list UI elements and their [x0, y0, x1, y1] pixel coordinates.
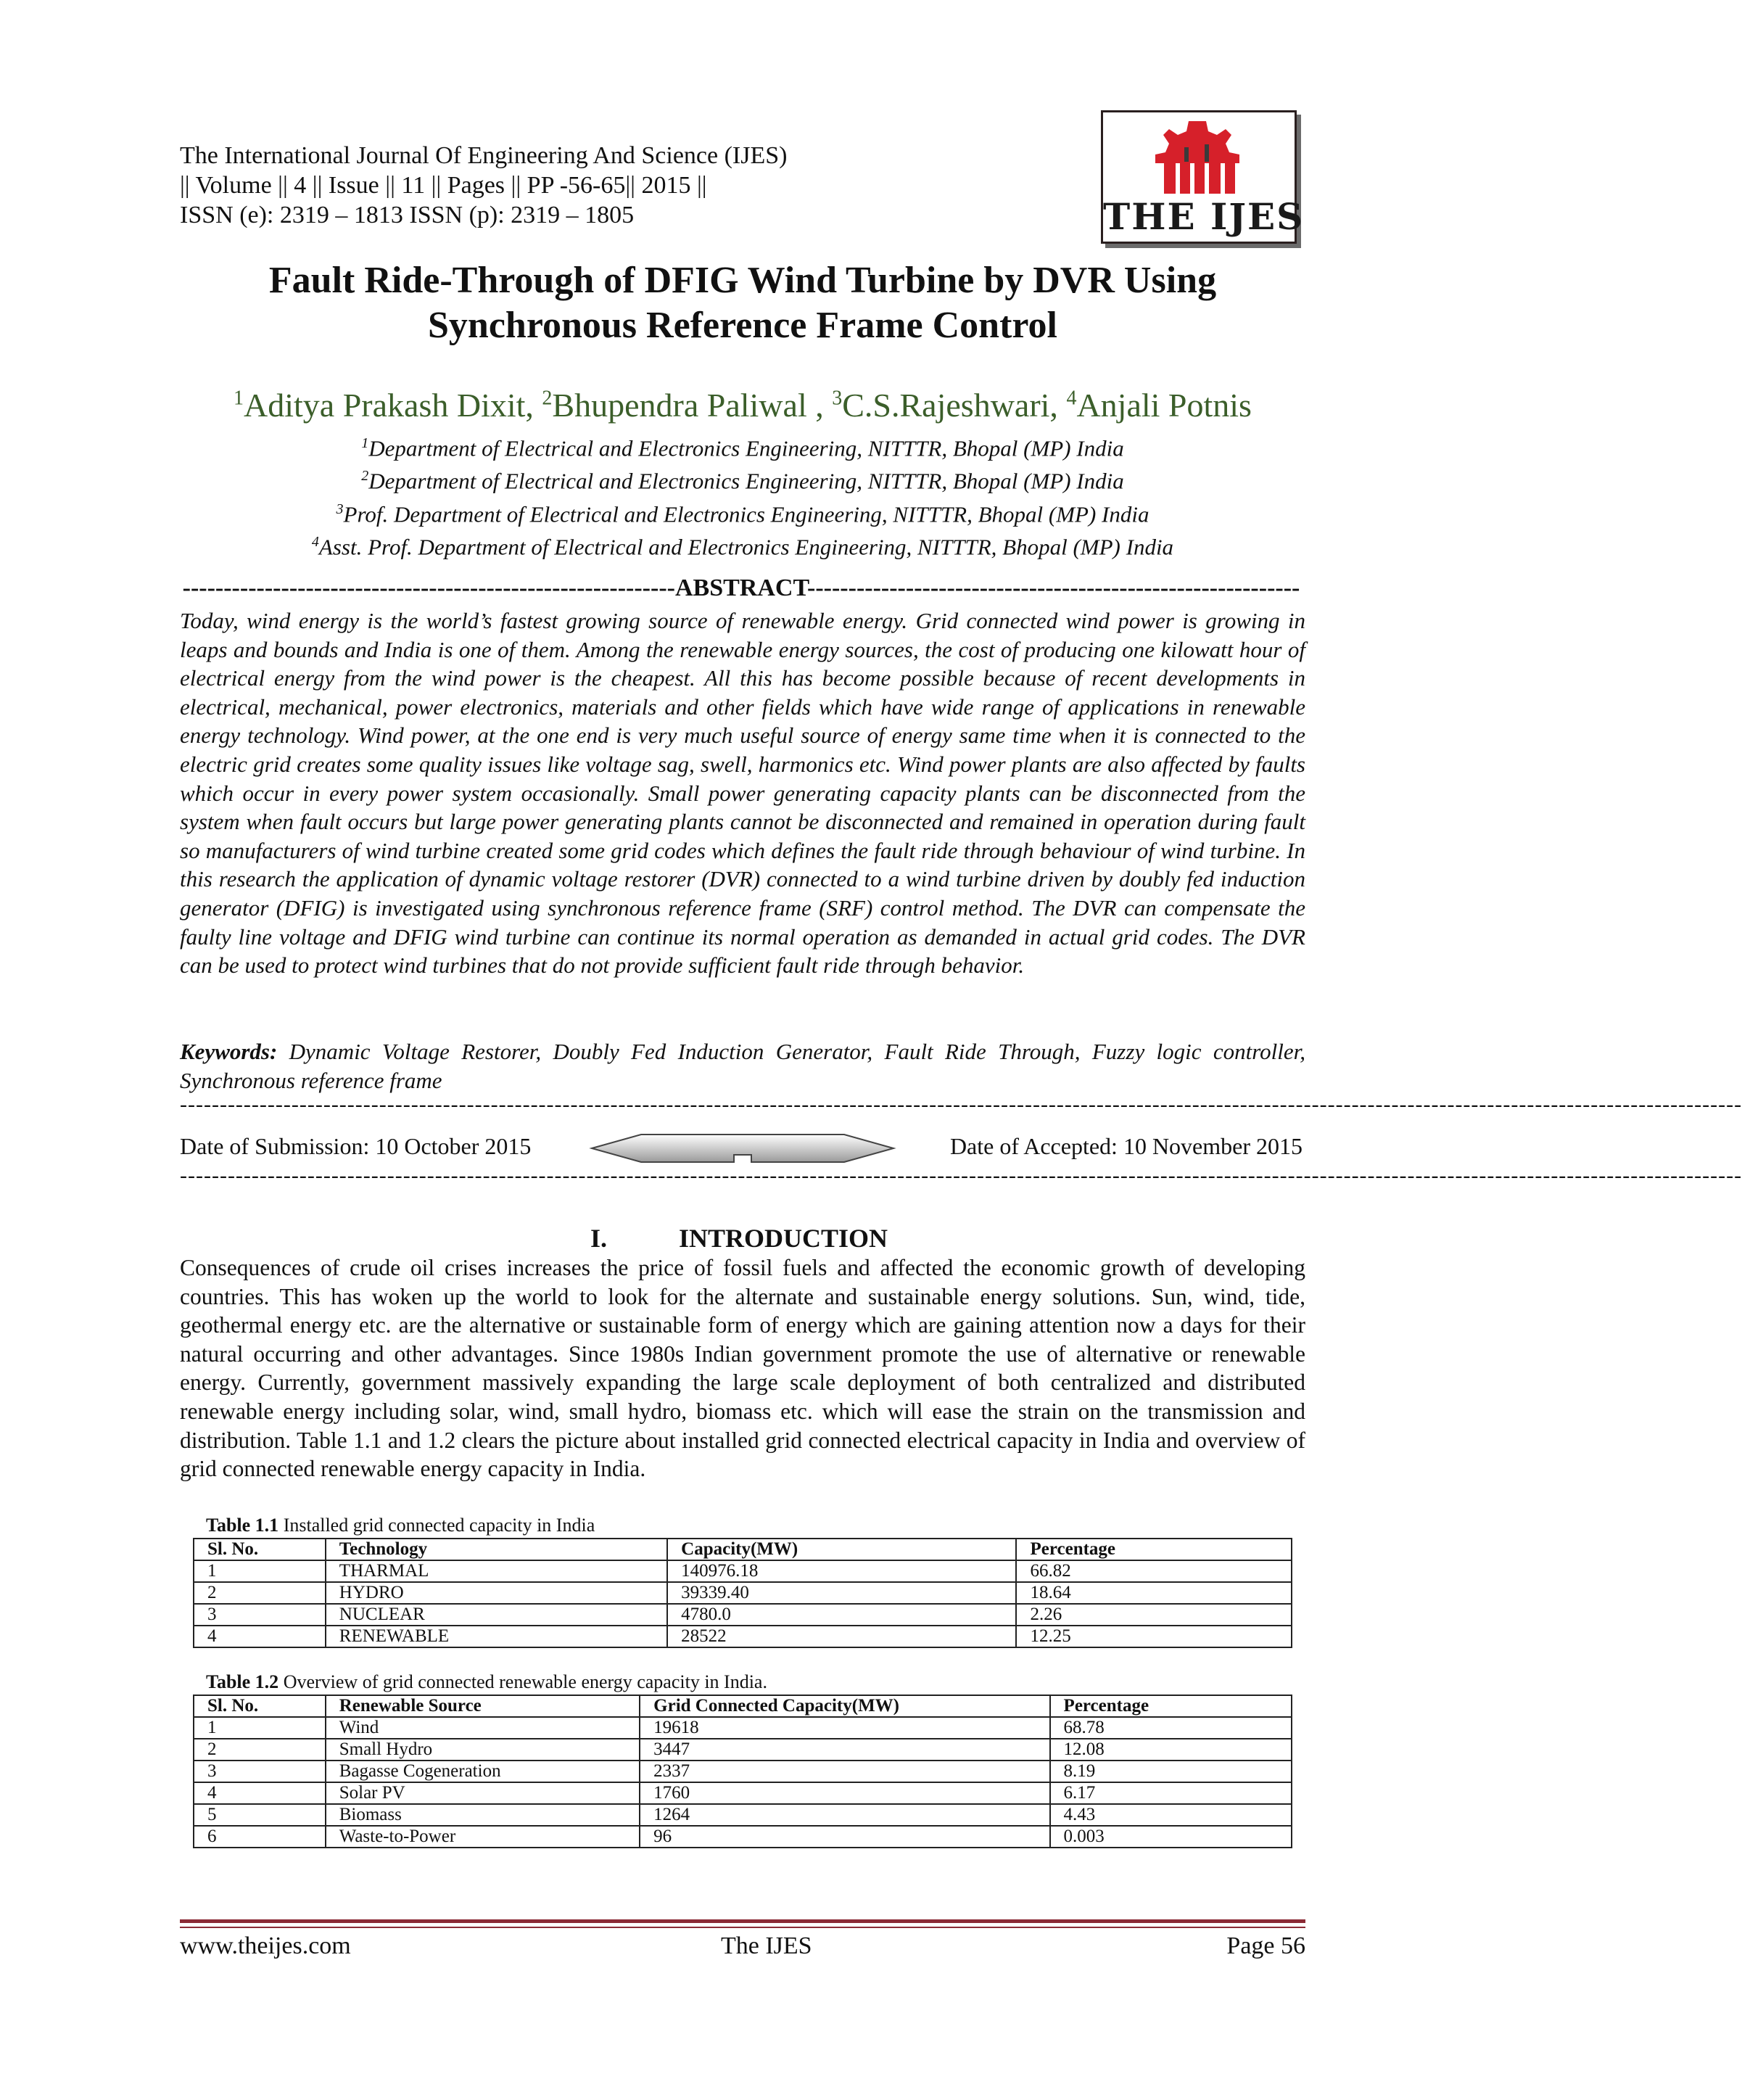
- table-cell: Small Hydro: [326, 1739, 640, 1761]
- table-cell: 4780.0: [667, 1604, 1016, 1626]
- journal-header: [180, 141, 787, 230]
- keywords-text: Dynamic Voltage Restorer, Doubly Fed Induction Generator, Fault Ride Through, Fuzzy logic controller, Synchronous reference frame: [180, 1039, 1305, 1093]
- author-name: Anjali Potnis: [1076, 387, 1252, 424]
- intro-paragraph: Consequences of crude oil crises increases the price of fossil fuels and affected the economic growth of developing countries. This has woken up the world to look for the alternate and sustainable energy solutions. Sun, wind, tide, geothermal energy etc. are the alternative or sustainable form of energy which are gaining attention now a days for their natural occurring and other advantages. Since 1980s Indian government promote the use of alternative or renewable energy. Currently, government massively expanding the large scale deployment of both centralized and distributed renewable energy including solar, wind, small hydro, biomass etc. which will ease the strain on the transmission and distribution. Table 1.1 and 1.2 clears the picture about installed grid connected electrical capacity in India and overview of grid connected renewable energy capacity in India.: [180, 1255, 1305, 1482]
- author-sup: 1: [234, 387, 244, 410]
- table-cell: 4.43: [1050, 1804, 1292, 1826]
- table-cell: 5: [194, 1804, 326, 1826]
- table-row: [194, 1626, 1292, 1647]
- table-cell: 1264: [640, 1804, 1049, 1826]
- affiliation-text: Prof. Department of Electrical and Electronics Engineering, NITTTR, Bhopal (MP) India: [343, 501, 1149, 527]
- table-cell: 0.003: [1050, 1826, 1292, 1848]
- table-row: [194, 1761, 1292, 1782]
- table-cell: 2: [194, 1739, 326, 1761]
- table-cell: THARMAL: [326, 1560, 667, 1582]
- title-line-1: Fault Ride-Through of DFIG Wind Turbine by DVR Using: [268, 260, 1217, 301]
- affiliation-sup: 3: [336, 501, 344, 517]
- table-cell: Biomass: [326, 1804, 640, 1826]
- author-name: Aditya Prakash Dixit,: [244, 387, 542, 424]
- affiliation-text: Department of Electrical and Electronics Engineering, NITTTR, Bhopal (MP) India: [368, 435, 1124, 461]
- table-cell: 2.26: [1016, 1604, 1292, 1626]
- accepted-date: Date of Accepted: 10 November 2015: [949, 1133, 1303, 1159]
- table-cell: 2: [194, 1582, 326, 1604]
- table-cell: 140976.18: [667, 1560, 1016, 1582]
- column-header: Technology: [326, 1539, 667, 1560]
- table-row: [194, 1604, 1292, 1626]
- abstract-text: Today, wind energy is the world’s fastest growing source of renewable energy. Grid connected wind power is growing in leaps and bounds and India is one of them. Among the renewable energy sources, the cost of producing one kilowatt hour of electrical energy from the wind power is the cheapest. All this has become possible because of recent developments in electrical, mechanical, power electronics, materials and other fields which have wide range of applications in renewable energy technology. Wind power, at the one end is very much useful source of energy same time when it is connected to the electric grid creates some quality issues like voltage sag, swell, harmonics etc. Wind power plants are also affected by faults which occur in every power system occasionally. Small power generating capacity plants can be disconnected from the system when fault occurs but large power generating plants cannot be disconnected and remained in operation during fault so manufacturers of wind turbine created some grid codes which defines the fault ride through behaviour of wind turbine. In this research the application of dynamic voltage restorer (DVR) connected to a wind turbine driven by doubly fed induction generator (DFIG) is investigated using synchronous reference frame (SRF) control method. The DVR can compensate the faulty line voltage and DFIG wind turbine can continue its normal operation as demanded in actual grid codes. The DVR can be used to protect wind turbines that do not provide sufficient fault ride through behavior.: [180, 608, 1305, 979]
- author-name: C.S.Rajeshwari,: [842, 387, 1067, 424]
- table-cell: 3: [194, 1761, 326, 1782]
- table-cell: Wind: [326, 1717, 640, 1739]
- dash-rule-right: ------------------------------------------------------------: [807, 575, 1300, 601]
- column-header: Sl. No.: [194, 1695, 326, 1717]
- table-row: [194, 1582, 1292, 1604]
- table-cell: NUCLEAR: [326, 1604, 667, 1626]
- section-title: INTRODUCTION: [679, 1224, 888, 1253]
- table-cell: 4: [194, 1782, 326, 1804]
- keywords: [180, 1037, 1305, 1095]
- table-label: Table 1.2: [206, 1671, 279, 1692]
- column-header: Sl. No.: [194, 1539, 326, 1560]
- affiliations: [116, 429, 1369, 561]
- column-header: Renewable Source: [326, 1695, 640, 1717]
- abstract-heading: ABSTRACT: [674, 575, 808, 601]
- table-header-row: [194, 1539, 1292, 1560]
- dash-rule: ----------------------------------------------------------------------------------------------------------------------------------------------------------------------------------------------------: [180, 1092, 1742, 1116]
- table-row: [194, 1560, 1292, 1582]
- journal-name: The International Journal Of Engineering And Science (IJES): [180, 142, 788, 169]
- table-cell: 1: [194, 1560, 326, 1582]
- table-label: Table 1.1: [206, 1515, 279, 1536]
- gear-factory-icon: [1103, 112, 1295, 199]
- table-row: [194, 1739, 1292, 1761]
- section-number: I.: [590, 1224, 608, 1253]
- table-cell: 12.25: [1016, 1626, 1292, 1647]
- table-caption: [206, 1671, 767, 1693]
- footer-rule: [180, 1919, 1305, 1923]
- affiliation: [116, 462, 1369, 495]
- table-cell: 68.78: [1050, 1717, 1292, 1739]
- column-header: Capacity(MW): [667, 1539, 1016, 1560]
- table-cell: 3447: [640, 1739, 1049, 1761]
- footer-rule: [180, 1927, 1305, 1928]
- footer-page-number: Page 56: [1226, 1932, 1305, 1959]
- table-cell: 18.64: [1016, 1582, 1292, 1604]
- table-cell: 12.08: [1050, 1739, 1292, 1761]
- affiliation-sup: 1: [361, 435, 369, 451]
- affiliation: [116, 528, 1369, 561]
- author-name: Bhupendra Paliwal ,: [552, 387, 833, 424]
- affiliation: [116, 495, 1369, 528]
- dash-rule: ----------------------------------------------------------------------------------------------------------------------------------------------------------------------------------------------------: [180, 1164, 1742, 1187]
- table-cell: 1: [194, 1717, 326, 1739]
- author-sup: 4: [1066, 387, 1077, 410]
- journal-volume: || Volume || 4 || Issue || 11 || Pages || PP -56-65|| 2015 ||: [180, 172, 707, 199]
- table-renewable-capacity: [193, 1695, 1292, 1848]
- table-cell: 1760: [640, 1782, 1049, 1804]
- table-cell: 4: [194, 1626, 326, 1647]
- affiliation: [116, 429, 1369, 462]
- affiliation-text: Department of Electrical and Electronics Engineering, NITTTR, Bhopal (MP) India: [368, 468, 1124, 494]
- affiliation-text: Asst. Prof. Department of Electrical and Electronics Engineering, NITTTR, Bhopal (MP) India: [318, 534, 1174, 560]
- dates-row: [180, 1130, 1303, 1166]
- footer-journal: The IJES: [721, 1932, 812, 1959]
- affiliation-sup: 2: [361, 468, 369, 485]
- table-installed-capacity: [193, 1538, 1292, 1648]
- column-header: Percentage: [1050, 1695, 1292, 1717]
- double-arrow-icon: [590, 1130, 895, 1166]
- table-cell: 39339.40: [667, 1582, 1016, 1604]
- table-cell: 8.19: [1050, 1761, 1292, 1782]
- table-header-row: [194, 1695, 1292, 1717]
- dash-rule-left: ------------------------------------------------------------: [182, 575, 675, 601]
- table-caption-text: Installed grid connected capacity in India: [278, 1515, 595, 1536]
- footer-website[interactable]: www.theijes.com: [180, 1932, 351, 1959]
- affiliation-sup: 4: [311, 533, 319, 550]
- table-cell: 66.82: [1016, 1560, 1292, 1582]
- journal-logo: [1101, 110, 1305, 244]
- table-cell: 6.17: [1050, 1782, 1292, 1804]
- table-cell: 19618: [640, 1717, 1049, 1739]
- table-cell: HYDRO: [326, 1582, 667, 1604]
- keywords-label: Keywords:: [180, 1039, 278, 1064]
- table-cell: Bagasse Cogeneration: [326, 1761, 640, 1782]
- paper-title: [116, 258, 1369, 348]
- submission-date: Date of Submission: 10 October 2015: [180, 1133, 532, 1159]
- author-sup: 2: [542, 387, 553, 410]
- abstract-heading-line: [180, 575, 1303, 602]
- table-cell: RENEWABLE: [326, 1626, 667, 1647]
- logo-text: THE IJES: [1103, 195, 1305, 238]
- table-cell: 6: [194, 1826, 326, 1848]
- table-cell: 96: [640, 1826, 1049, 1848]
- column-header: Percentage: [1016, 1539, 1292, 1560]
- table-cell: 28522: [667, 1626, 1016, 1647]
- page-footer: [180, 1932, 1305, 1964]
- table-caption-text: Overview of grid connected renewable energy capacity in India.: [278, 1671, 767, 1692]
- author-sup: 3: [832, 387, 843, 410]
- table-cell: 2337: [640, 1761, 1049, 1782]
- table-caption: [206, 1515, 595, 1536]
- table-row: [194, 1782, 1292, 1804]
- table-row: [194, 1717, 1292, 1739]
- journal-issn: ISSN (e): 2319 – 1813 ISSN (p): 2319 – 1805: [180, 202, 635, 228]
- table-row: [194, 1826, 1292, 1848]
- table-row: [194, 1804, 1292, 1826]
- table-cell: 3: [194, 1604, 326, 1626]
- author-list: [116, 386, 1369, 424]
- table-cell: Solar PV: [326, 1782, 640, 1804]
- table-cell: Waste-to-Power: [326, 1826, 640, 1848]
- column-header: Grid Connected Capacity(MW): [640, 1695, 1049, 1717]
- title-line-2: Synchronous Reference Frame Control: [427, 305, 1057, 346]
